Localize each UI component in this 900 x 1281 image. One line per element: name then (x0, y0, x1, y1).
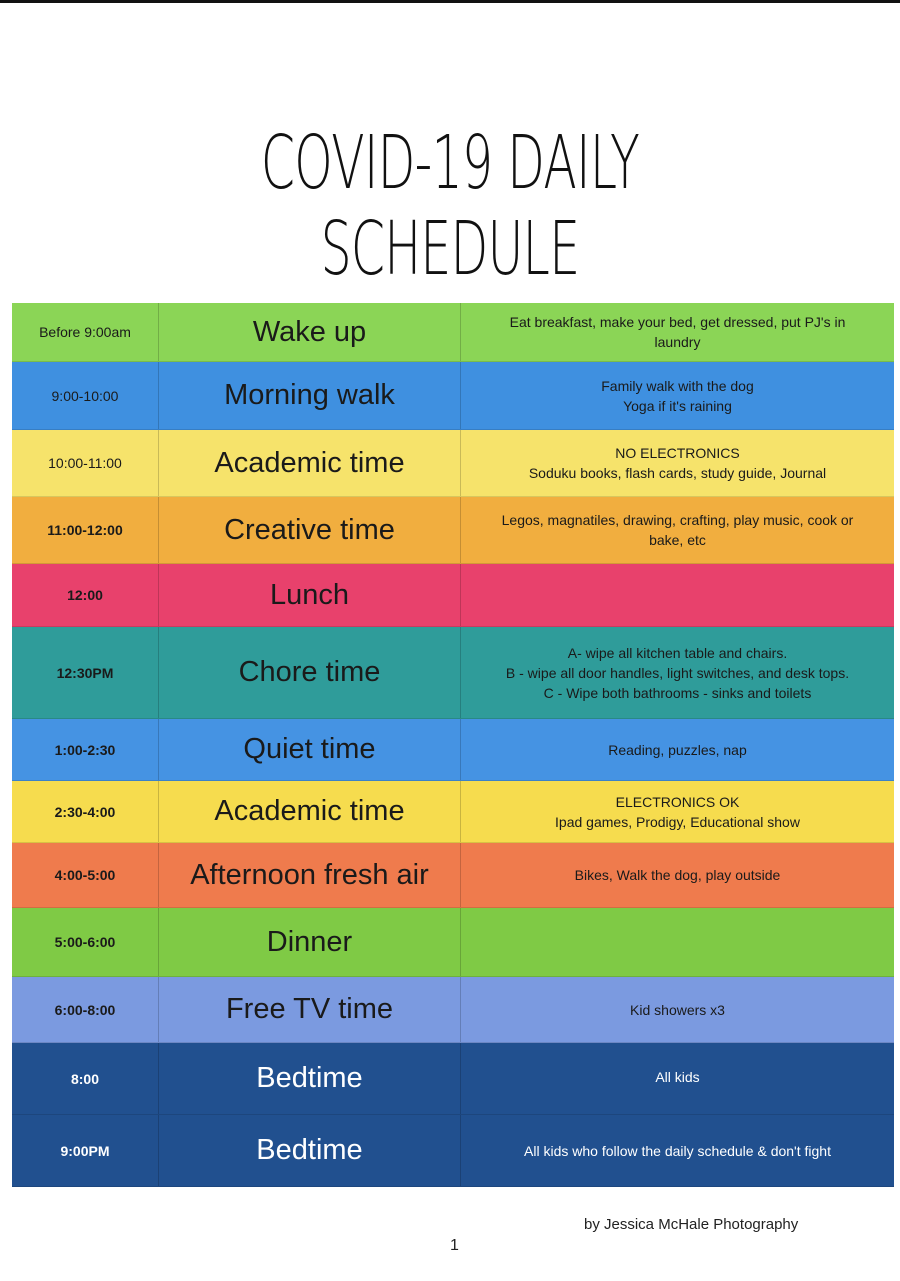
details-line: C - Wipe both bathrooms - sinks and toilets (543, 684, 812, 701)
activity-cell: Dinner (158, 908, 461, 976)
details-line: Kid showers x3 (630, 1001, 725, 1018)
time-cell: 2:30-4:00 (54, 803, 116, 820)
schedule-row (12, 719, 894, 781)
activity-cell: Creative time (158, 497, 461, 563)
time-cell: 12:30PM (56, 664, 114, 681)
activity-cell: Chore time (158, 627, 461, 718)
schedule-row (12, 843, 894, 908)
schedule-row (12, 303, 894, 362)
schedule-row (12, 627, 894, 719)
details-line: NO ELECTRONICS (615, 445, 740, 461)
page-title: COVID-19 DAILY SCHEDULE (260, 120, 640, 292)
time-cell: 4:00-5:00 (54, 867, 116, 883)
time-cell: 1:00-2:30 (54, 741, 116, 758)
time-cell: 6:00-8:00 (54, 1001, 116, 1018)
details-line: Soduku books, flash cards, study guide, Journal (528, 465, 827, 481)
activity-cell: Bedtime (158, 1115, 461, 1186)
details-line: Reading, puzzles, nap (608, 741, 747, 758)
activity-cell: Quiet time (158, 719, 461, 780)
details-line: Eat breakfast, make your bed, get dressed, put PJ's in (509, 314, 846, 330)
details-cell (461, 977, 894, 1042)
activity-cell: Afternoon fresh air (158, 843, 461, 907)
schedule-table (12, 303, 894, 1187)
page-number: 1 (450, 1237, 459, 1254)
time-cell: 10:00-11:00 (48, 455, 122, 471)
time-cell: 5:00-6:00 (54, 934, 116, 950)
schedule-row (12, 1115, 894, 1187)
details-line: All kids who follow the daily schedule & don't fight (524, 1142, 831, 1159)
details-cell (461, 843, 894, 907)
time-cell: 11:00-12:00 (47, 522, 123, 538)
details-line: All kids (655, 1069, 700, 1085)
schedule-row (12, 908, 894, 977)
activity-cell: Lunch (158, 564, 461, 626)
details-cell (461, 719, 894, 780)
details-line: A- wipe all kitchen table and chairs. (567, 644, 788, 661)
details-line: Legos, magnatiles, drawing, crafting, play music, cook or (501, 512, 854, 528)
details-cell (461, 1043, 894, 1114)
details-line: bake, etc (649, 532, 706, 548)
details-cell (461, 781, 894, 842)
photography-credit: by Jessica McHale Photography (584, 1216, 799, 1233)
time-cell: 12:00 (67, 587, 103, 603)
details-cell (461, 362, 894, 429)
schedule-row (12, 497, 894, 564)
details-cell (461, 1115, 894, 1186)
top-border-line (0, 0, 900, 3)
schedule-row (12, 564, 894, 627)
activity-cell: Morning walk (158, 362, 461, 429)
activity-cell: Academic time (158, 781, 461, 842)
activity-cell: Bedtime (158, 1043, 461, 1114)
details-line: Bikes, Walk the dog, play outside (574, 867, 781, 883)
details-line: Family walk with the dog (601, 377, 754, 394)
details-cell (461, 908, 894, 976)
time-cell: 9:00-10:00 (51, 387, 119, 404)
details-cell (461, 303, 894, 361)
activity-cell: Free TV time (158, 977, 461, 1042)
schedule-row (12, 430, 894, 497)
details-cell (461, 564, 894, 626)
activity-cell: Wake up (158, 303, 461, 361)
details-line: ELECTRONICS OK (615, 793, 740, 810)
details-line: Ipad games, Prodigy, Educational show (555, 813, 800, 830)
schedule-row (12, 1043, 894, 1115)
details-cell (461, 497, 894, 563)
schedule-row (12, 781, 894, 843)
schedule-row (12, 977, 894, 1043)
details-line: Yoga if it's raining (623, 397, 732, 414)
details-line: laundry (654, 334, 701, 350)
time-cell: 9:00PM (60, 1142, 110, 1159)
details-cell (461, 627, 894, 718)
time-cell: Before 9:00am (39, 324, 131, 340)
details-line: B - wipe all door handles, light switches, and desk tops. (505, 664, 850, 681)
schedule-row (12, 362, 894, 430)
details-cell (461, 430, 894, 496)
activity-cell: Academic time (158, 430, 461, 496)
time-cell: 8:00 (70, 1070, 100, 1087)
